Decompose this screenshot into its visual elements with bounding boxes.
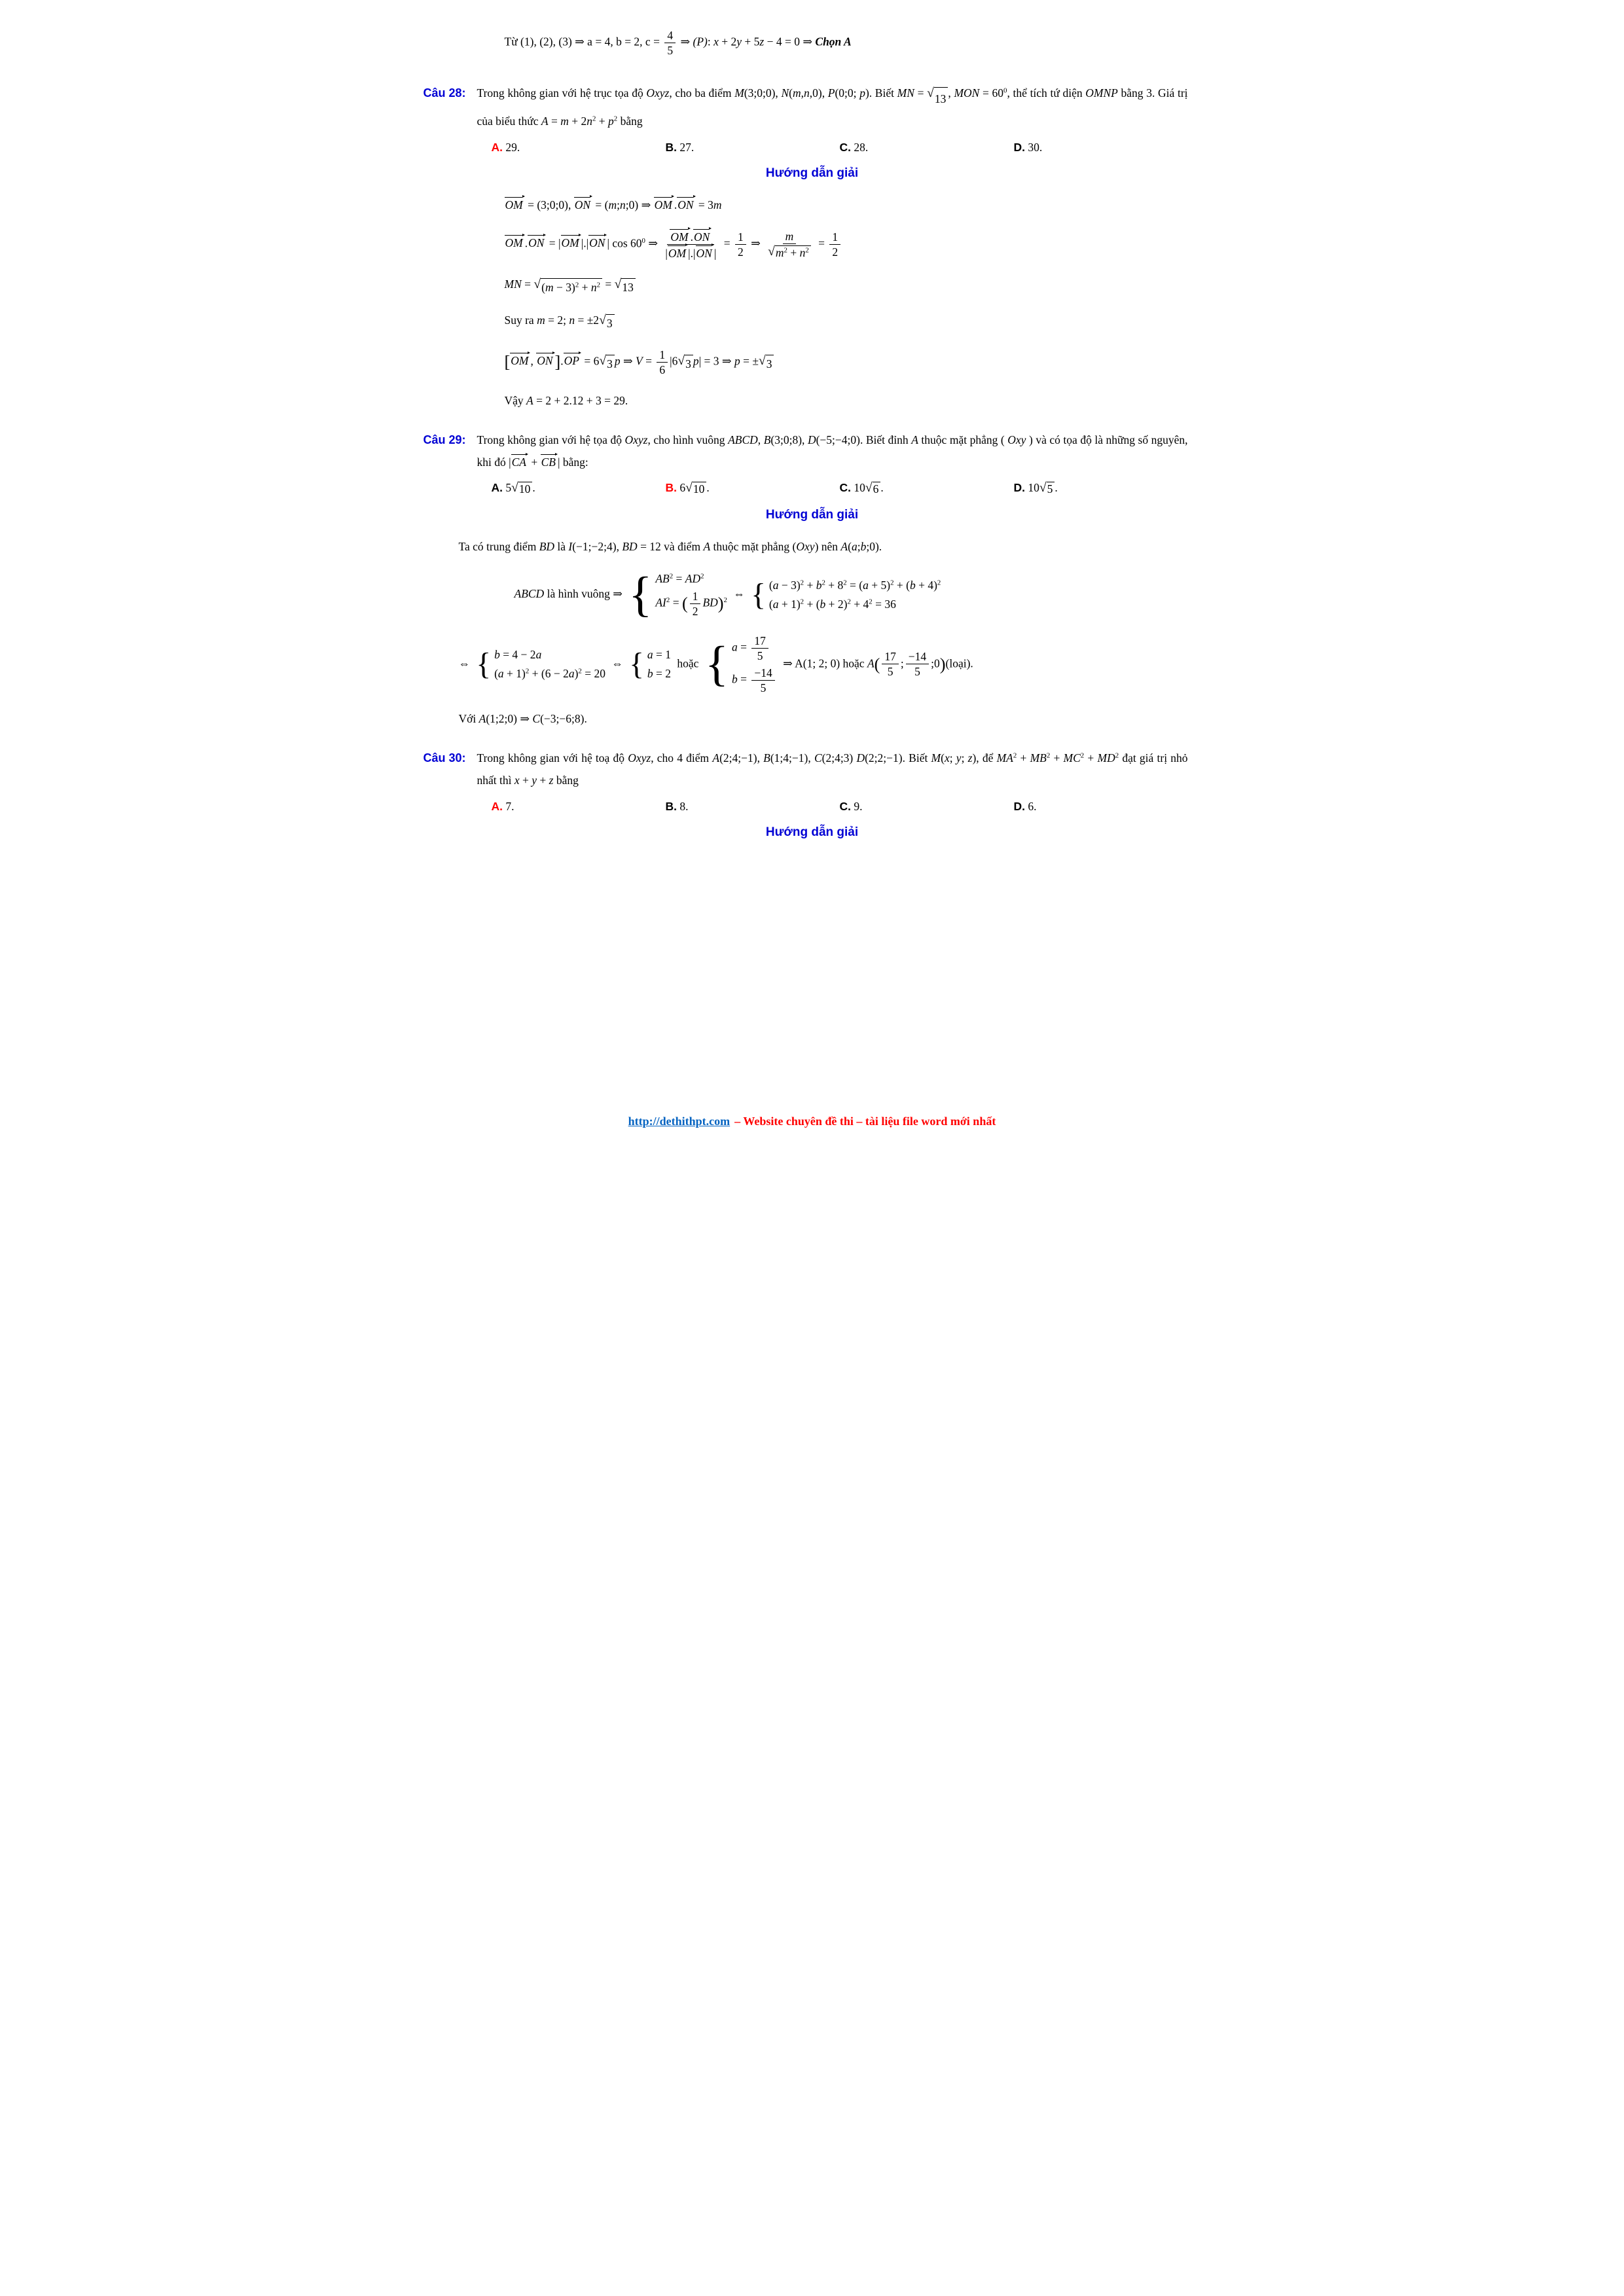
fraction: $\frac{1}{2}$: [690, 590, 701, 618]
answer-value: 6.: [1028, 799, 1037, 813]
questions-container: [406, 62, 1218, 846]
answer-option: [666, 141, 840, 154]
question-label: Câu 29:: [423, 433, 466, 446]
answer-value: 27.: [679, 140, 695, 154]
question-text: Trong không gian với hệ trục tọa độ Oxyz, cho ba điểm M(3;0;0), N(m,n,0), P(0;0; p). Biết MN = √ 13 , MON = $60^0$, thể tích tứ diện OMNP bằng 3. Giá trị của biểu thức $A = m + 2n^2 + p^2$ bằng: [477, 86, 1188, 128]
answer-option: [840, 800, 1014, 814]
question-block: [406, 429, 1218, 727]
answer-key: A.: [491, 140, 503, 154]
answer-key: D.: [1013, 481, 1025, 495]
fraction: $\frac{1}{6}$: [657, 348, 668, 376]
equation-system: { a = 1 b = 2: [629, 647, 672, 681]
vector-arrow: OM: [510, 353, 530, 367]
vector-arrow: OM: [505, 235, 525, 249]
fraction: $\frac{1}{2}$: [735, 230, 746, 259]
answer-value: 28.: [854, 140, 869, 154]
radical: √ 3: [759, 355, 774, 372]
answer-key: D.: [1013, 140, 1025, 154]
answer-option: [1014, 141, 1188, 154]
answer-key: C.: [839, 799, 851, 813]
answer-key: B.: [665, 799, 677, 813]
solution-line: ABCD là hình vuông ⇒ { $AB^2 = AD^2$ $AI^2$ = ( $\frac{1}{2}$ BD)$^2$ ⇔ { $(a - 3)^2 + b^2 + 8^2 = (a + 5)^2 + (b + 4)^2$ $(a + 1)^2 + (b + 2)^2 + 4^2 = 36$: [514, 567, 941, 622]
footer-text: – Website chuyên đề thi – tài liệu file word mới nhất: [734, 1115, 996, 1128]
answer-option: [492, 481, 666, 496]
question-label: Câu 28:: [423, 86, 466, 100]
answer-option: [840, 481, 1014, 496]
solution-header: Hướng dẫn giải: [765, 508, 859, 522]
answer-option: [1014, 481, 1188, 496]
document-page: [406, 0, 1218, 1148]
vector-arrow: OM: [561, 235, 581, 249]
answer-row: [492, 481, 1188, 496]
question-label: Câu 30:: [423, 751, 466, 765]
solution-header: Hướng dẫn giải: [765, 166, 859, 180]
vector-arrow: ON: [574, 197, 592, 211]
vector-arrow: ON: [696, 245, 714, 259]
solution-line: MN = √ $(m - 3)^2 + n^2$ = √ 13: [505, 276, 1218, 296]
fraction: $\frac{17}{5}$: [751, 634, 768, 662]
answer-value: 30.: [1028, 140, 1043, 154]
answer-value: 6 √ 10 .: [679, 481, 710, 496]
fraction: $\frac{-14}{5}$: [906, 650, 929, 678]
vector-arrow: ON: [588, 235, 607, 249]
radical: √ 6: [865, 482, 881, 496]
equation-system: { $(a - 3)^2 + b^2 + 8^2 = (a + 5)^2 + (b + 4)^2$ $(a + 1)^2 + (b + 2)^2 + 4^2 = 36$: [751, 577, 941, 612]
question-text: Trong không gian với hệ toạ độ Oxyz, cho 4 điểm A(2;4;−1), B(1;4;−1), C(2;4;3) D(2;2;−1). Biết M(x; y; z), để $MA^2 + MB^2 + MC^2 + MD^2$ đạt giá trị nhỏ nhất thì x + y + z bằng: [477, 751, 1188, 787]
solution-line: [OM , ON ].OP = 6 √ 3 p ⇒ V = $\frac{1}{6}$ |6 √ 3 p| = 3 ⇒ p = ± √ 3: [505, 348, 1218, 376]
fraction: $\frac{OM .ON}{|OM |.|ON |}$: [665, 230, 717, 260]
radical: √ 3: [599, 314, 615, 332]
radical: √ 5: [1039, 482, 1055, 496]
radical: √ 10: [685, 482, 706, 496]
answer-key: A.: [491, 799, 503, 813]
solution-header: Hướng dẫn giải: [765, 825, 859, 839]
vector-arrow: ON: [528, 235, 546, 249]
radical: √ 10: [511, 482, 532, 496]
radical: √ 13: [927, 87, 948, 110]
answer-option: [666, 481, 840, 496]
vector-arrow: ON: [677, 197, 695, 211]
answer-row: [492, 800, 1188, 814]
answer-value: 10 √ 5 .: [1028, 481, 1058, 496]
radical: √ $(m - 3)^2 + n^2$: [533, 278, 602, 296]
fraction: $\frac{-14}{5}$: [751, 666, 774, 694]
vector-arrow: CA: [511, 454, 528, 468]
vector-arrow: OM: [670, 229, 690, 243]
footer-link[interactable]: http://dethithpt.com: [628, 1115, 731, 1128]
radical: √ 3: [677, 355, 693, 372]
answer-option: [492, 800, 666, 814]
fraction: $\frac{4}{5}$: [664, 29, 676, 57]
page-footer: [406, 1102, 1218, 1148]
answer-value: 9.: [854, 799, 863, 813]
answer-option: [492, 141, 666, 154]
solution-line: OM .ON = |OM |.|ON | $\cos 60^0$ ⇒ $\frac{OM .ON}{|OM |.|ON |}$ = $\frac{1}{2}$ ⇒ m √ $m^2 + n^2$ = $\frac{1}{2}$: [505, 229, 1218, 260]
answer-option: [666, 800, 840, 814]
answer-key: D.: [1013, 799, 1025, 813]
answer-value: 29.: [505, 140, 520, 154]
answer-key: A.: [491, 481, 503, 495]
fraction: m √ $m^2 + n^2$: [765, 230, 814, 259]
answer-value: 10 √ 6 .: [854, 481, 884, 496]
vector-arrow: OM: [505, 197, 525, 211]
question-block: [406, 747, 1218, 839]
fraction: $\frac{1}{2}$: [829, 230, 840, 259]
equation-system: { b = 4 − 2a $(a + 1)^2 + (6 - 2a)^2 = 20$: [476, 647, 605, 681]
radical: √ $m^2 + n^2$: [768, 245, 811, 259]
intro-line: Từ (1), (2), (3) ⇒ a = 4, b = 2, c = $\frac{4}{5}$ ⇒ (P): x + 2y + 5z − 4 = 0 ⇒ Chọn A: [504, 29, 852, 58]
radical: √ 3: [599, 355, 615, 372]
radical: √ 13: [615, 278, 636, 296]
vector-arrow: CB: [541, 454, 558, 468]
answer-option: [1014, 800, 1188, 814]
question-text: Trong không gian với hệ tọa độ Oxyz, cho hình vuông ABCD, B(3;0;8), D(−5;−4;0). Biết đỉnh A thuộc mặt phẳng ( Oxy ) và có tọa độ là những số nguyên, khi đó |CA + CB | bằng:: [477, 433, 1188, 469]
solution-line: Vậy A = 2 + 2.12 + 3 = 29.: [504, 393, 628, 407]
vector-arrow: OM: [654, 197, 674, 211]
equation-system: { a = $\frac{17}{5}$ b = $\frac{-14}{5}$: [705, 634, 777, 695]
equation-system: { $AB^2 = AD^2$ $AI^2$ = ( $\frac{1}{2}$ BD)$^2$: [628, 567, 727, 622]
solution-line: Với A(1;2;0) ⇒ C(−3;−6;8).: [458, 712, 587, 725]
answer-value: 5 √ 10 .: [505, 481, 535, 496]
question-block: [406, 82, 1218, 409]
answer-row: [492, 141, 1188, 154]
fraction: $\frac{17}{5}$: [882, 650, 899, 678]
solution-line: Suy ra m = 2; n = ±2 √ 3: [505, 312, 1218, 332]
solution-line: ⇔ { b = 4 − 2a $(a + 1)^2 + (6 - 2a)^2 = 20$ ⇔ { a = 1 b = 2 hoặc { a = $\frac{17}{5}$ b = $\frac{-14}{5}$ ⇒ A(1; 2; 0) hoặc A( $\frac{17}{5}$ ; $\frac{-14}{5}$ ;0)(loại).: [458, 634, 973, 694]
answer-key: C.: [839, 140, 851, 154]
vector-arrow: ON: [536, 353, 554, 367]
solution-line: OM = (3;0;0), ON = (m;n;0) ⇒ OM .ON = 3m: [505, 198, 722, 211]
answer-key: B.: [665, 140, 677, 154]
answer-key: C.: [839, 481, 851, 495]
vector-arrow: OM: [668, 245, 688, 259]
vector-arrow: OP: [564, 353, 581, 367]
vector-arrow: ON: [693, 229, 712, 243]
answer-option: [840, 141, 1014, 154]
answer-value: 8.: [679, 799, 689, 813]
solution-line: Ta có trung điểm BD là I(−1;−2;4), BD = 12 và điểm A thuộc mặt phẳng (Oxy) nên A(a;b;0).: [458, 540, 882, 554]
answer-value: 7.: [505, 799, 514, 813]
answer-key: B.: [665, 481, 677, 495]
